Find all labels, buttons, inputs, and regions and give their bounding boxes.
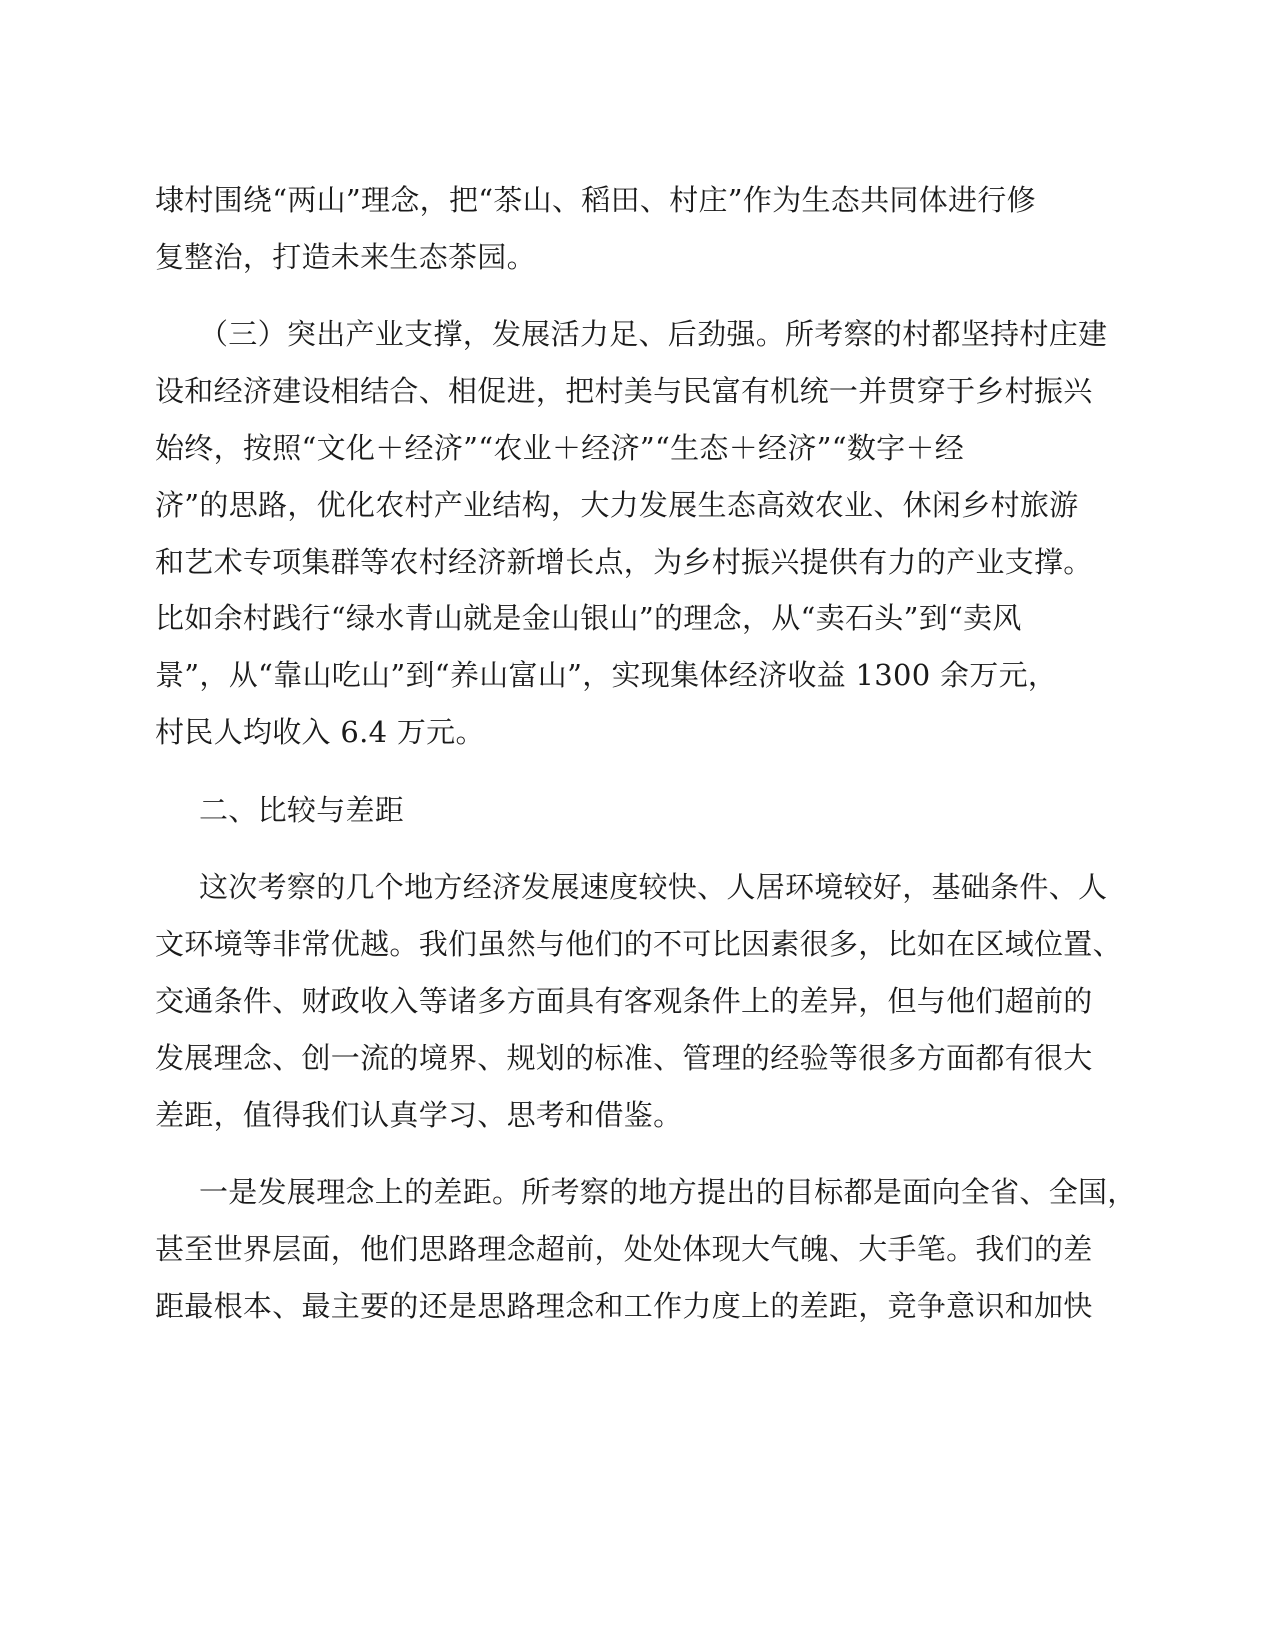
text-line: 景”，从“靠山吃山”到“养山富山”，实现集体经济收益 1300 余万元， — [155, 658, 1058, 692]
text-line: 村民人均收入 6.4 万元。 — [155, 715, 485, 749]
text-line: 距最根本、最主要的还是思路理念和工作力度上的差距，竞争意识和加快 — [155, 1289, 1093, 1323]
text-line: 一是发展理念上的差距。所考察的地方提出的目标都是面向全省、全国， — [199, 1175, 1137, 1209]
section-heading-two: 二、比较与差距 — [199, 793, 405, 827]
text-line: 文环境等非常优越。我们虽然与他们的不可比因素很多，比如在区域位置、 — [155, 927, 1122, 961]
text-line: 和艺术专项集群等农村经济新增长点，为乡村振兴提供有力的产业支撑。 — [155, 545, 1093, 579]
text-line: 差距，值得我们认真学习、思考和借鉴。 — [155, 1098, 683, 1132]
text-line: 设和经济建设相结合、相促进，把村美与民富有机统一并贯穿于乡村振兴 — [155, 374, 1093, 408]
text-line: 埭村围绕“两山”理念，把“茶山、稻田、村庄”作为生态共同体进行修 — [155, 183, 1036, 217]
text-line: 发展理念、创一流的境界、规划的标准、管理的经验等很多方面都有很大 — [155, 1041, 1093, 1075]
text-line: 甚至世界层面，他们思路理念超前，处处体现大气魄、大手笔。我们的差 — [155, 1232, 1093, 1266]
text-line: 交通条件、财政收入等诸多方面具有客观条件上的差异，但与他们超前的 — [155, 984, 1093, 1018]
text-line: 比如余村践行“绿水青山就是金山银山”的理念，从“卖石头”到“卖风 — [155, 601, 1022, 635]
text-line: 复整治，打造未来生态茶园。 — [155, 240, 536, 274]
text-line: 这次考察的几个地方经济发展速度较快、人居环境较好，基础条件、人 — [199, 870, 1108, 904]
text-line: 济”的思路，优化农村产业结构，大力发展生态高效农业、休闲乡村旅游 — [155, 488, 1079, 522]
section-heading-three: （三）突出产业支撑，发展活力足、后劲强。所考察的村都坚持村庄建 — [199, 317, 1108, 351]
text-line: 始终，按照“文化＋经济”“农业＋经济”“生态＋经济”“数字＋经 — [155, 431, 965, 465]
